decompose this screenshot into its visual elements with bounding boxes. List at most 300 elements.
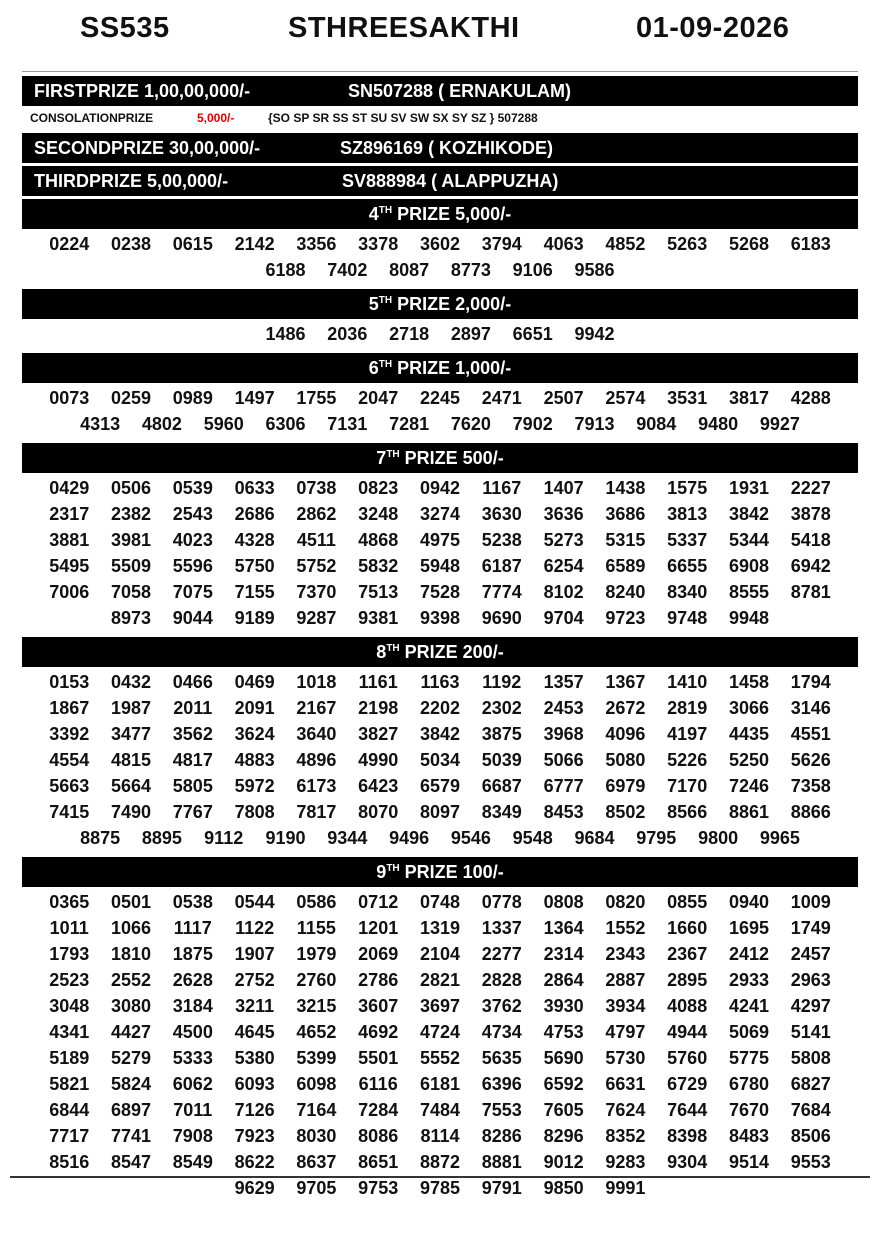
second-prize-label: SECONDPRIZE 30,00,000/- <box>34 138 261 158</box>
winning-number: 0259 <box>110 388 152 408</box>
winning-number: 0466 <box>172 672 213 692</box>
winning-number: 4692 <box>358 1022 399 1042</box>
winning-number: 9546 <box>450 828 491 848</box>
winning-number: 5960 <box>203 414 244 434</box>
winning-number: 3630 <box>481 504 522 524</box>
winning-number: 0469 <box>234 672 275 692</box>
winning-number: 2302 <box>481 698 522 718</box>
prize-rank: 8 <box>376 642 387 662</box>
winning-number: 4554 <box>49 750 90 770</box>
winning-number: 8872 <box>419 1152 461 1172</box>
winning-number: 7908 <box>172 1126 213 1146</box>
winning-number: 6098 <box>296 1074 337 1094</box>
winning-number: 3356 <box>296 234 337 254</box>
winning-number: 1009 <box>790 892 831 912</box>
winning-number: 0153 <box>49 672 90 692</box>
winning-number: 2036 <box>327 324 368 344</box>
winning-number: 3842 <box>419 724 461 744</box>
winning-numbers-7 <box>22 473 858 634</box>
winning-number: 7684 <box>790 1100 831 1120</box>
winning-number: 2202 <box>419 698 461 718</box>
winning-number: 4724 <box>419 1022 461 1042</box>
winning-number: 2686 <box>234 504 275 524</box>
winning-number: 3827 <box>358 724 399 744</box>
winning-number: 5635 <box>481 1048 522 1068</box>
winning-number: 7741 <box>110 1126 152 1146</box>
winning-number: 0539 <box>172 478 213 498</box>
winning-number: 9948 <box>728 608 769 628</box>
winning-number: 5664 <box>110 776 152 796</box>
winning-number: 2198 <box>358 698 399 718</box>
winning-number: 3080 <box>110 996 152 1016</box>
winning-number: 2277 <box>481 944 522 964</box>
winning-number: 8030 <box>296 1126 337 1146</box>
winning-number: 5080 <box>605 750 646 770</box>
first-prize-ticket: SN507288 ( ERNAKULAM) <box>348 81 572 101</box>
winning-number: 5690 <box>543 1048 584 1068</box>
winning-number: 8866 <box>790 802 831 822</box>
winning-number: 5066 <box>543 750 584 770</box>
winning-number: 7923 <box>234 1126 275 1146</box>
winning-number: 7415 <box>49 802 90 822</box>
winning-number: 7553 <box>481 1100 522 1120</box>
winning-number: 8340 <box>667 582 708 602</box>
winning-number: 3686 <box>605 504 646 524</box>
prize-heading-7 <box>22 443 858 473</box>
winning-number: 3184 <box>172 996 213 1016</box>
winning-number: 3048 <box>49 996 90 1016</box>
winning-number: 7006 <box>49 582 90 602</box>
winning-number: 1575 <box>667 478 708 498</box>
winning-number: 7817 <box>296 802 337 822</box>
winning-number: 3934 <box>605 996 646 1016</box>
winning-number: 3624 <box>234 724 275 744</box>
winning-number: 8097 <box>419 802 461 822</box>
winning-number: 2543 <box>172 504 213 524</box>
winning-number: 2628 <box>172 970 213 990</box>
winning-number: 1497 <box>234 388 275 408</box>
winning-number: 0855 <box>667 892 708 912</box>
winning-number: 3146 <box>790 698 831 718</box>
winning-number: 2457 <box>790 944 831 964</box>
winning-number: 5333 <box>172 1048 213 1068</box>
winning-number: 3248 <box>358 504 399 524</box>
winning-number: 4975 <box>419 530 461 550</box>
prize-rank: 6 <box>368 358 379 378</box>
winning-number: 0432 <box>110 672 152 692</box>
winning-number: 3930 <box>543 996 584 1016</box>
winning-number: 0224 <box>49 234 90 254</box>
winning-number: 1552 <box>605 918 646 938</box>
winning-number: 7370 <box>296 582 337 602</box>
winning-number: 1367 <box>605 672 646 692</box>
winning-number: 8114 <box>420 1126 460 1146</box>
winning-number: 8622 <box>234 1152 275 1172</box>
winning-number: 1907 <box>234 944 275 964</box>
winning-number: 3762 <box>481 996 522 1016</box>
winning-number: 1201 <box>358 918 399 938</box>
ordinal-suffix: TH <box>378 205 393 216</box>
prize-amount: PRIZE 1,000/- <box>392 358 512 378</box>
prize-amount: PRIZE 200/- <box>399 642 504 662</box>
winning-number: 0506 <box>110 478 152 498</box>
winning-number: 5273 <box>543 530 584 550</box>
winning-number: 1755 <box>296 388 337 408</box>
winning-number: 3968 <box>543 724 584 744</box>
winning-number: 2317 <box>49 504 90 524</box>
winning-number: 0778 <box>481 892 522 912</box>
winning-number: 3981 <box>110 530 152 550</box>
winning-number: 5752 <box>296 556 337 576</box>
winning-number: 6655 <box>667 556 708 576</box>
winning-number: 0748 <box>419 892 461 912</box>
winning-number: 7484 <box>419 1100 461 1120</box>
winning-number: 3636 <box>543 504 584 524</box>
winning-number: 0238 <box>110 234 152 254</box>
winning-number: 6942 <box>790 556 831 576</box>
winning-number: 9381 <box>358 608 399 628</box>
winning-number: 7284 <box>358 1100 399 1120</box>
winning-number: 6592 <box>543 1074 584 1094</box>
winning-number: 2367 <box>667 944 708 964</box>
winning-number: 8398 <box>667 1126 708 1146</box>
prize-heading-4 <box>22 199 858 229</box>
winning-number: 1163 <box>420 672 460 692</box>
winning-number: 6173 <box>296 776 337 796</box>
winning-number: 5596 <box>172 556 213 576</box>
winning-number: 0942 <box>419 478 461 498</box>
winning-number: 0633 <box>234 478 275 498</box>
winning-number: 4088 <box>667 996 708 1016</box>
winning-number: 1167 <box>482 478 522 498</box>
winning-number: 1011 <box>49 918 89 938</box>
winning-number: 5760 <box>667 1048 708 1068</box>
winning-number: 0823 <box>358 478 399 498</box>
winning-number: 7528 <box>419 582 461 602</box>
winning-number: 0989 <box>172 388 213 408</box>
winning-number: 2819 <box>667 698 708 718</box>
winning-number: 2895 <box>667 970 708 990</box>
winning-number: 4096 <box>605 724 646 744</box>
prize-amount: PRIZE 2,000/- <box>392 294 512 314</box>
prize-list <box>22 74 858 1204</box>
winning-number: 2069 <box>358 944 399 964</box>
consolation-amount: 5,000/- <box>197 111 235 125</box>
winning-number: 1438 <box>605 478 646 498</box>
winning-number: 9753 <box>358 1178 399 1198</box>
winning-number: 6651 <box>512 324 553 344</box>
winning-number: 0586 <box>296 892 337 912</box>
second-prize-ticket: SZ896169 ( KOZHIKODE) <box>340 138 554 158</box>
winning-number: 9795 <box>636 828 677 848</box>
prize-rank: 7 <box>376 448 387 468</box>
winning-number: 9480 <box>698 414 739 434</box>
winning-number: 1810 <box>110 944 152 964</box>
winning-number: 9287 <box>296 608 337 628</box>
winning-number: 3211 <box>235 996 275 1016</box>
winning-number: 7902 <box>512 414 553 434</box>
winning-number: 6827 <box>790 1074 831 1094</box>
winning-number: 9705 <box>296 1178 337 1198</box>
winning-number: 9012 <box>543 1152 584 1172</box>
winning-number: 5832 <box>358 556 399 576</box>
winning-number: 5238 <box>481 530 522 550</box>
winning-number: 5805 <box>172 776 213 796</box>
winning-number: 0738 <box>296 478 337 498</box>
winning-number: 8349 <box>481 802 522 822</box>
consolation-prize-row <box>22 106 858 130</box>
consolation-series: {SO SP SR SS ST SU SV SW SX SY SZ } 507288 <box>268 111 538 125</box>
winning-number: 7767 <box>172 802 213 822</box>
winning-number: 9189 <box>234 608 275 628</box>
winning-number: 1486 <box>265 324 306 344</box>
winning-number: 2314 <box>543 944 584 964</box>
winning-number: 9586 <box>574 260 615 280</box>
winning-number: 2864 <box>543 970 584 990</box>
winning-number: 4817 <box>172 750 213 770</box>
winning-number: 9044 <box>172 608 213 628</box>
winning-number: 4753 <box>543 1022 584 1042</box>
winning-numbers-6 <box>22 383 858 440</box>
winning-number: 5069 <box>728 1022 769 1042</box>
winning-number: 7011 <box>173 1100 213 1120</box>
winning-number: 7075 <box>172 582 213 602</box>
winning-number: 1794 <box>790 672 831 692</box>
winning-number: 9785 <box>419 1178 461 1198</box>
winning-number: 5824 <box>110 1074 152 1094</box>
winning-number: 5495 <box>49 556 90 576</box>
winning-number: 9496 <box>389 828 430 848</box>
winning-number: 8087 <box>389 260 430 280</box>
winning-number: 2862 <box>296 504 337 524</box>
winning-number: 2752 <box>234 970 275 990</box>
winning-number: 6589 <box>605 556 646 576</box>
winning-number: 7058 <box>110 582 152 602</box>
winning-number: 4551 <box>790 724 831 744</box>
top-divider <box>22 71 858 72</box>
winning-number: 5821 <box>49 1074 90 1094</box>
winning-number: 7513 <box>358 582 399 602</box>
winning-number: 3878 <box>790 504 831 524</box>
winning-number: 2047 <box>358 388 399 408</box>
winning-number: 4852 <box>605 234 646 254</box>
winning-numbers-9 <box>22 887 858 1204</box>
bottom-divider <box>10 1176 870 1178</box>
winning-number: 2552 <box>110 970 152 990</box>
winning-number: 2167 <box>296 698 337 718</box>
winning-number: 2011 <box>173 698 213 718</box>
winning-number: 4435 <box>728 724 769 744</box>
winning-number: 4815 <box>110 750 152 770</box>
winning-number: 8547 <box>110 1152 152 1172</box>
winning-number: 1979 <box>296 944 337 964</box>
winning-number: 7670 <box>728 1100 769 1120</box>
winning-number: 3477 <box>110 724 152 744</box>
winning-number: 1875 <box>172 944 213 964</box>
winning-number: 8875 <box>80 828 121 848</box>
winning-number: 8566 <box>667 802 708 822</box>
winning-number: 9748 <box>667 608 708 628</box>
winning-number: 2507 <box>543 388 584 408</box>
winning-number: 2760 <box>296 970 337 990</box>
winning-number: 9629 <box>234 1178 275 1198</box>
winning-number: 7358 <box>790 776 831 796</box>
winning-number: 7717 <box>49 1126 90 1146</box>
winning-number: 4883 <box>234 750 275 770</box>
second-prize-bar <box>22 133 858 163</box>
winning-number: 6396 <box>481 1074 522 1094</box>
winning-number: 7644 <box>667 1100 708 1120</box>
winning-number: 2245 <box>419 388 461 408</box>
winning-number: 4990 <box>358 750 399 770</box>
winning-number: 0544 <box>234 892 275 912</box>
winning-number: 4797 <box>605 1022 646 1042</box>
winning-number: 9553 <box>790 1152 831 1172</box>
winning-number: 6188 <box>265 260 306 280</box>
winning-number: 8895 <box>141 828 182 848</box>
winning-number: 1458 <box>728 672 769 692</box>
winning-number: 3881 <box>49 530 90 550</box>
winning-number: 0365 <box>49 892 90 912</box>
winning-number: 6187 <box>481 556 522 576</box>
winning-number: 0820 <box>605 892 646 912</box>
winning-number: 8861 <box>728 802 769 822</box>
winning-number: 8773 <box>450 260 491 280</box>
prize-amount: PRIZE 100/- <box>399 862 504 882</box>
winning-number: 2227 <box>790 478 831 498</box>
winning-number: 8555 <box>728 582 769 602</box>
prize-heading-6 <box>22 353 858 383</box>
winning-number: 7774 <box>481 582 522 602</box>
winning-number: 5730 <box>605 1048 646 1068</box>
winning-number: 1122 <box>235 918 275 938</box>
ordinal-suffix: TH <box>386 449 400 460</box>
winning-number: 1695 <box>728 918 769 938</box>
winning-number: 5552 <box>419 1048 461 1068</box>
winning-number: 0429 <box>49 478 90 498</box>
winning-number: 4241 <box>728 996 769 1016</box>
winning-number: 8549 <box>172 1152 213 1172</box>
winning-number: 3274 <box>419 504 461 524</box>
winning-number: 5501 <box>358 1048 399 1068</box>
winning-number: 9965 <box>759 828 800 848</box>
winning-number: 9684 <box>574 828 615 848</box>
winning-number: 2933 <box>728 970 769 990</box>
winning-number: 9704 <box>543 608 584 628</box>
winning-number: 2821 <box>419 970 461 990</box>
winning-number: 6780 <box>728 1074 769 1094</box>
winning-number: 8453 <box>543 802 584 822</box>
winning-number: 6254 <box>543 556 584 576</box>
winning-number: 2382 <box>110 504 152 524</box>
winning-number: 5141 <box>790 1022 831 1042</box>
winning-number: 8086 <box>358 1126 399 1146</box>
winning-number: 9723 <box>605 608 646 628</box>
winning-number: 3842 <box>728 504 769 524</box>
winning-number: 7246 <box>728 776 769 796</box>
winning-number: 3697 <box>419 996 461 1016</box>
winning-number: 5250 <box>728 750 769 770</box>
winning-number: 3602 <box>419 234 461 254</box>
winning-number: 9514 <box>728 1152 769 1172</box>
winning-number: 5034 <box>419 750 461 770</box>
prize-heading-8 <box>22 637 858 667</box>
winning-number: 9850 <box>543 1178 584 1198</box>
ordinal-suffix: TH <box>378 295 393 306</box>
winning-number: 9398 <box>419 608 461 628</box>
winning-number: 7620 <box>450 414 491 434</box>
winning-number: 1749 <box>790 918 831 938</box>
winning-number: 3562 <box>172 724 213 744</box>
winning-number: 5418 <box>790 530 831 550</box>
winning-number: 4427 <box>110 1022 152 1042</box>
winning-number: 3817 <box>728 388 769 408</box>
winning-number: 7155 <box>234 582 275 602</box>
winning-number: 3607 <box>358 996 399 1016</box>
winning-number: 5263 <box>667 234 708 254</box>
winning-number: 5039 <box>481 750 522 770</box>
winning-number: 8781 <box>790 582 831 602</box>
winning-number: 6181 <box>419 1074 461 1094</box>
winning-number: 6777 <box>543 776 584 796</box>
winning-number: 8881 <box>481 1152 522 1172</box>
winning-number: 6908 <box>728 556 769 576</box>
winning-number: 4896 <box>296 750 337 770</box>
winning-number: 8651 <box>358 1152 399 1172</box>
winning-number: 9190 <box>265 828 306 848</box>
winning-number: 7490 <box>110 802 152 822</box>
winning-number: 6423 <box>358 776 399 796</box>
winning-number: 2574 <box>605 388 646 408</box>
winning-number: 4288 <box>790 388 831 408</box>
winning-number: 0615 <box>172 234 213 254</box>
winning-number: 5226 <box>667 750 708 770</box>
winning-number: 2142 <box>234 234 275 254</box>
winning-number: 8506 <box>790 1126 831 1146</box>
winning-number: 8296 <box>543 1126 584 1146</box>
winning-number: 1793 <box>49 944 90 964</box>
winning-number: 1407 <box>543 478 584 498</box>
winning-number: 4313 <box>80 414 121 434</box>
winning-number: 8483 <box>728 1126 769 1146</box>
winning-number: 2343 <box>605 944 646 964</box>
winning-number: 0073 <box>49 388 90 408</box>
winning-number: 3875 <box>481 724 522 744</box>
winning-number: 7170 <box>667 776 708 796</box>
prize-rank: 4 <box>368 204 379 224</box>
winning-number: 9084 <box>636 414 677 434</box>
winning-number: 2672 <box>605 698 646 718</box>
winning-number: 4023 <box>172 530 213 550</box>
winning-number: 7808 <box>234 802 275 822</box>
winning-number: 0712 <box>358 892 399 912</box>
winning-number: 3794 <box>481 234 522 254</box>
winning-numbers-8 <box>22 667 858 854</box>
winning-number: 4341 <box>49 1022 90 1042</box>
third-prize-bar <box>22 166 858 196</box>
winning-number: 1018 <box>296 672 337 692</box>
winning-number: 4645 <box>234 1022 275 1042</box>
third-prize-label: THIRDPRIZE 5,00,000/- <box>34 171 229 191</box>
winning-number: 7402 <box>327 260 368 280</box>
winning-number: 3215 <box>296 996 337 1016</box>
winning-number: 0808 <box>543 892 584 912</box>
winning-number: 4197 <box>667 724 708 744</box>
lottery-name: STHREESAKTHI <box>288 12 520 44</box>
winning-number: 5399 <box>296 1048 337 1068</box>
winning-number: 1867 <box>49 698 90 718</box>
winning-number: 8240 <box>605 582 646 602</box>
